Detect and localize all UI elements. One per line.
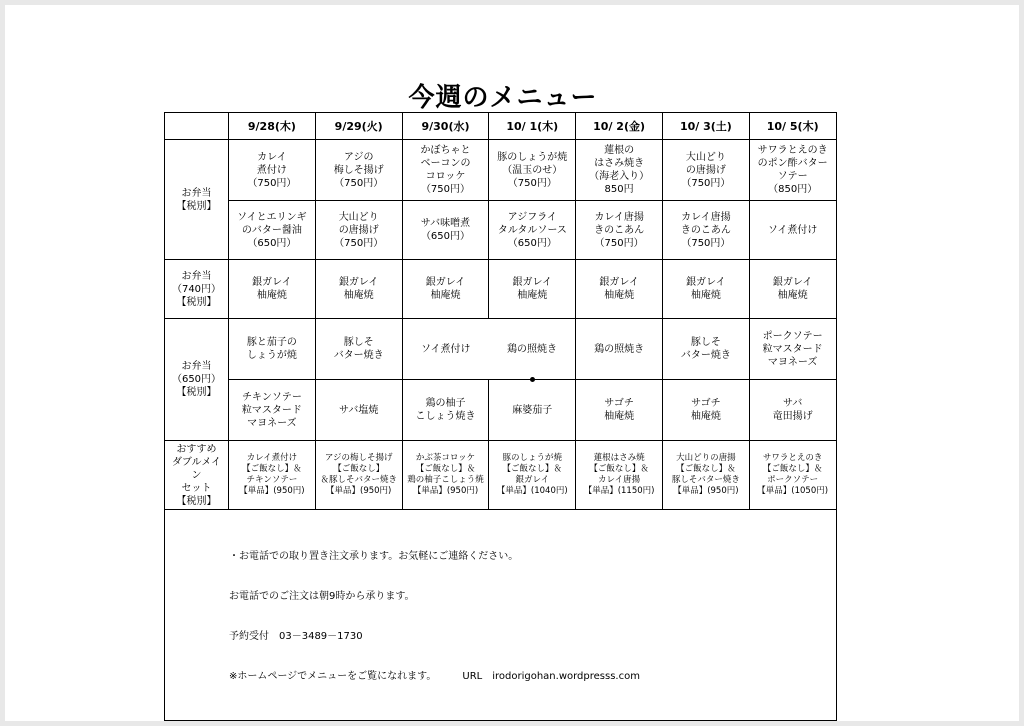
row-label-740: お弁当 （740円） 【税別】 — [165, 260, 229, 319]
menu-cell: 大山どり の唐揚げ （750円） — [662, 140, 749, 201]
day-header: 10/ 2(金) — [576, 113, 663, 140]
day-header: 9/29(火) — [315, 113, 402, 140]
menu-cell: 豚と茄子の しょうが焼 — [229, 319, 316, 380]
menu-cell: 銀ガレイ 柚庵焼 — [402, 260, 489, 319]
day-header: 9/30(水) — [402, 113, 489, 140]
menu-cell: 鶏の照焼き — [576, 319, 663, 380]
menu-cell: サゴチ 柚庵焼 — [662, 380, 749, 441]
menu-cell: カレイ唐揚 きのこあん （750円） — [662, 201, 749, 260]
menu-cell: カレイ唐揚 きのこあん （750円） — [576, 201, 663, 260]
menu-cell: 豚のしょうが焼 （温玉のせ） （750円） — [489, 140, 576, 201]
menu-cell: 銀ガレイ 柚庵焼 — [662, 260, 749, 319]
menu-cell: 豚のしょうが焼 【ご飯なし】＆ 銀ガレイ 【単品】(1040円) — [489, 441, 576, 510]
bento-row-b — [165, 201, 837, 260]
page-title: 今週のメニュー — [408, 83, 598, 113]
menu-sheet — [5, 5, 1019, 721]
note-line: ・お電話での取り置き注文承ります。お気軽にご連絡ください。 — [229, 551, 519, 562]
menu-cell: ポークソテー 粒マスタード マヨネーズ — [749, 319, 836, 380]
notes-row — [165, 510, 837, 721]
menu-cell: 銀ガレイ 柚庵焼 — [489, 260, 576, 319]
menu-cell: ソイとエリンギ のバター醤油 （650円） — [229, 201, 316, 260]
menu-cell: カレイ 煮付け （750円） — [229, 140, 316, 201]
menu-cell: サバ塩焼 — [315, 380, 402, 441]
menu-cell: 銀ガレイ 柚庵焼 — [576, 260, 663, 319]
g650-row-a — [165, 319, 837, 380]
menu-cell: 銀ガレイ 柚庵焼 — [749, 260, 836, 319]
menu-cell: 銀ガレイ 柚庵焼 — [315, 260, 402, 319]
menu-cell: チキンソテー 粒マスタード マヨネーズ — [229, 380, 316, 441]
menu-cell: 大山どり の唐揚げ （750円） — [315, 201, 402, 260]
menu-cell: カレイ煮付け 【ご飯なし】＆ チキンソテー 【単品】(950円) — [229, 441, 316, 510]
menu-cell: かぶ茶コロッケ 【ご飯なし】＆ 鶏の柚子こしょう焼 【単品】(950円) — [402, 441, 489, 510]
g740-row — [165, 260, 837, 319]
website-url[interactable]: URL irodorigohan.wordpresss.com — [462, 671, 640, 682]
day-header: 9/28(木) — [229, 113, 316, 140]
note-line — [229, 667, 836, 687]
menu-cell — [489, 319, 576, 380]
menu-cell: アジフライ タルタルソース （650円） — [489, 201, 576, 260]
menu-cell: アジの梅しそ揚げ 【ご飯なし】 ＆豚しそバター焼き 【単品】(950円) — [315, 441, 402, 510]
row-label-double: おすすめ ダブルメイン セット 【税別】 — [165, 441, 229, 510]
row-label-bento: お弁当 【税別】 — [165, 140, 229, 260]
menu-cell: 蓮根の はさみ焼き （海老入り） 850円 — [576, 140, 663, 201]
menu-cell: サワラとえのき のポン酢バター ソテー （850円） — [749, 140, 836, 201]
notes-cell — [165, 510, 837, 721]
menu-cell: 大山どりの唐揚 【ご飯なし】＆ 豚しそバター焼き 【単品】(950円) — [662, 441, 749, 510]
menu-cell: ソイ煮付け — [402, 319, 489, 380]
menu-cell: 鶏の柚子 こしょう焼き — [402, 380, 489, 441]
menu-cell: アジの 梅しそ揚げ （750円） — [315, 140, 402, 201]
day-header: 10/ 3(土) — [662, 113, 749, 140]
menu-cell: サワラとえのき 【ご飯なし】＆ ポークソテー 【単品】(1050円) — [749, 441, 836, 510]
menu-cell: ソイ煮付け — [749, 201, 836, 260]
g650-row-b — [165, 380, 837, 441]
bento-row-a — [165, 140, 837, 201]
menu-cell: サゴチ 柚庵焼 — [576, 380, 663, 441]
row-label-650: お弁当 （650円） 【税別】 — [165, 319, 229, 441]
corner-cell — [165, 113, 229, 140]
day-header: 10/ 1(木) — [489, 113, 576, 140]
note-line: お電話でのご注文は朝9時から承ります。 — [229, 591, 415, 602]
menu-cell: 豚しそ バター焼き — [662, 319, 749, 380]
note-line: 予約受付 03－3489－1730 — [229, 631, 363, 642]
menu-table — [164, 112, 837, 721]
menu-cell: かぼちゃと ベーコンの コロッケ （750円） — [402, 140, 489, 201]
menu-cell: サバ 竜田揚げ — [749, 380, 836, 441]
header-row — [165, 113, 837, 140]
menu-cell: 豚しそ バター焼き — [315, 319, 402, 380]
menu-cell: サバ味噌煮 （650円） — [402, 201, 489, 260]
menu-cell: 蓮根はさみ焼 【ご飯なし】＆ カレイ唐揚 【単品】(1150円) — [576, 441, 663, 510]
menu-cell: 銀ガレイ 柚庵焼 — [229, 260, 316, 319]
note-homepage: ※ホームページでメニューをご覧になれます。 — [229, 671, 437, 682]
menu-cell-text: 鶏の照焼き — [507, 343, 558, 355]
double-row — [165, 441, 837, 510]
menu-cell: 麻婆茄子 — [489, 380, 576, 441]
dot-mark — [530, 377, 535, 382]
day-header: 10/ 5(木) — [749, 113, 836, 140]
